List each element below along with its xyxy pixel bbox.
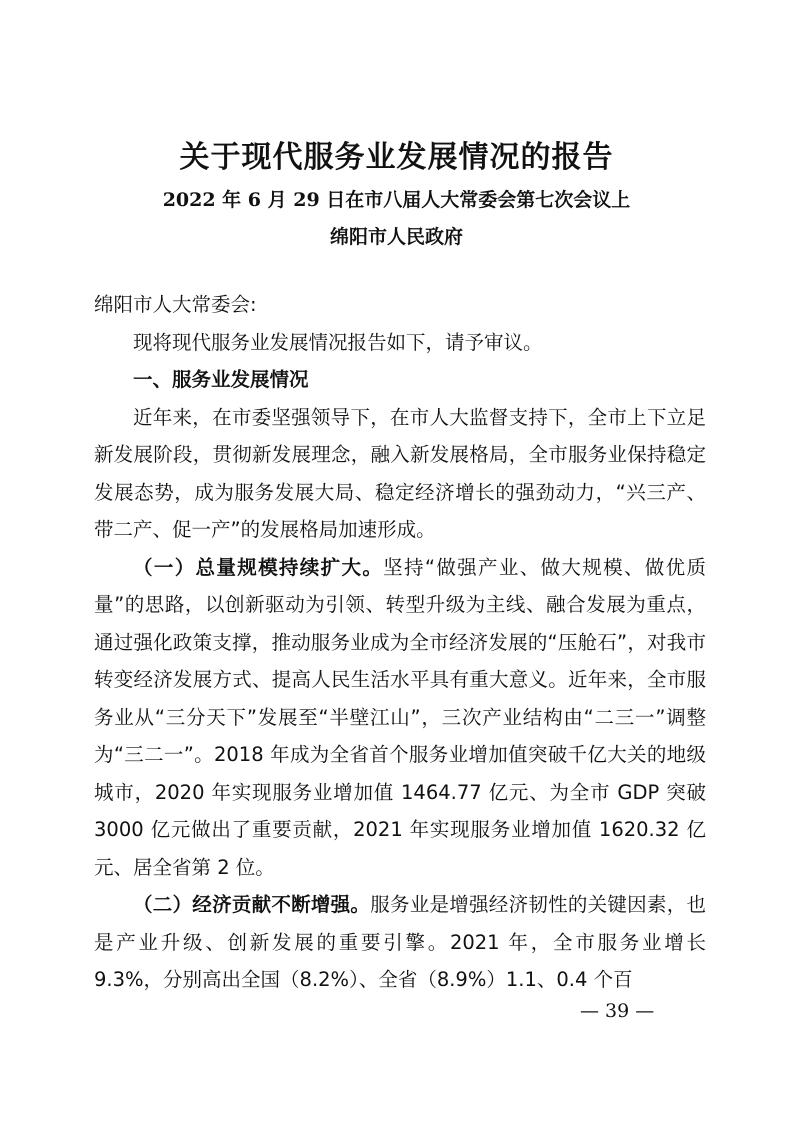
page-number: — 39 — — [580, 1000, 655, 1022]
meeting-line: 2022 年 6 月 29 日在市八届人大常委会第七次会议上 — [162, 189, 631, 211]
issuer-line: 绵阳市人民政府 — [329, 226, 463, 248]
report-body — [94, 286, 706, 999]
intro-paragraph: 现将现代服务业发展情况报告如下，请予审议。 — [133, 330, 543, 354]
subsection-1 — [94, 549, 706, 887]
salutation: 绵阳市人大常委会: — [94, 293, 257, 316]
subsection-1-text: 坚持“做强产业、做大规模、做优质量”的思路，以创新驱动为引领、转型升级为主线、融合发展为重点，通过强化政策支撑，推动服务业成为全市经济发展的“压舱石”，对我市转变经济发展方式、提高人民生活水平具有重大意义。近年来，全市服务业从“三分天下”发展至“半壁江山”，三次产业结构由“二三一”调整为“三二一”。2018 年成为全省首个服务业增加值突破千亿大关的地级城市，2020 年实现服务业增加值 1464.77 亿元、为全市 GDP 突破 3000 亿元做出了重要贡献，2021 年实现服务业增加值 1620.32 亿元、居全省第 2 位。 — [94, 555, 706, 879]
subsection-2 — [94, 886, 706, 999]
subsection-2-heading: （二）经济贡献不断增强。 — [133, 893, 371, 916]
section-heading: 一、服务业发展情况 — [133, 368, 309, 391]
subsection-2-text: 服务业是增强经济韧性的关键因素，也是产业升级、创新发展的重要引擎。2021 年，全市服务业增长 9.3%，分别高出全国（8.2%）、全省（8.9%）1.1、0.4 个百 — [94, 893, 706, 991]
section-paragraph: 近年来，在市委坚强领导下，在市人大监督支持下，全市上下立足新发展阶段，贯彻新发展理念，融入新发展格局，全市服务业保持稳定发展态势，成为服务发展大局、稳定经济增长的强劲动力，“兴三产、带二产、促一产”的发展格局加速形成。 — [94, 405, 706, 541]
report-title: 关于现代服务业发展情况的报告 — [179, 140, 614, 175]
subsection-1-heading: （一）总量规模持续扩大。 — [133, 555, 384, 579]
